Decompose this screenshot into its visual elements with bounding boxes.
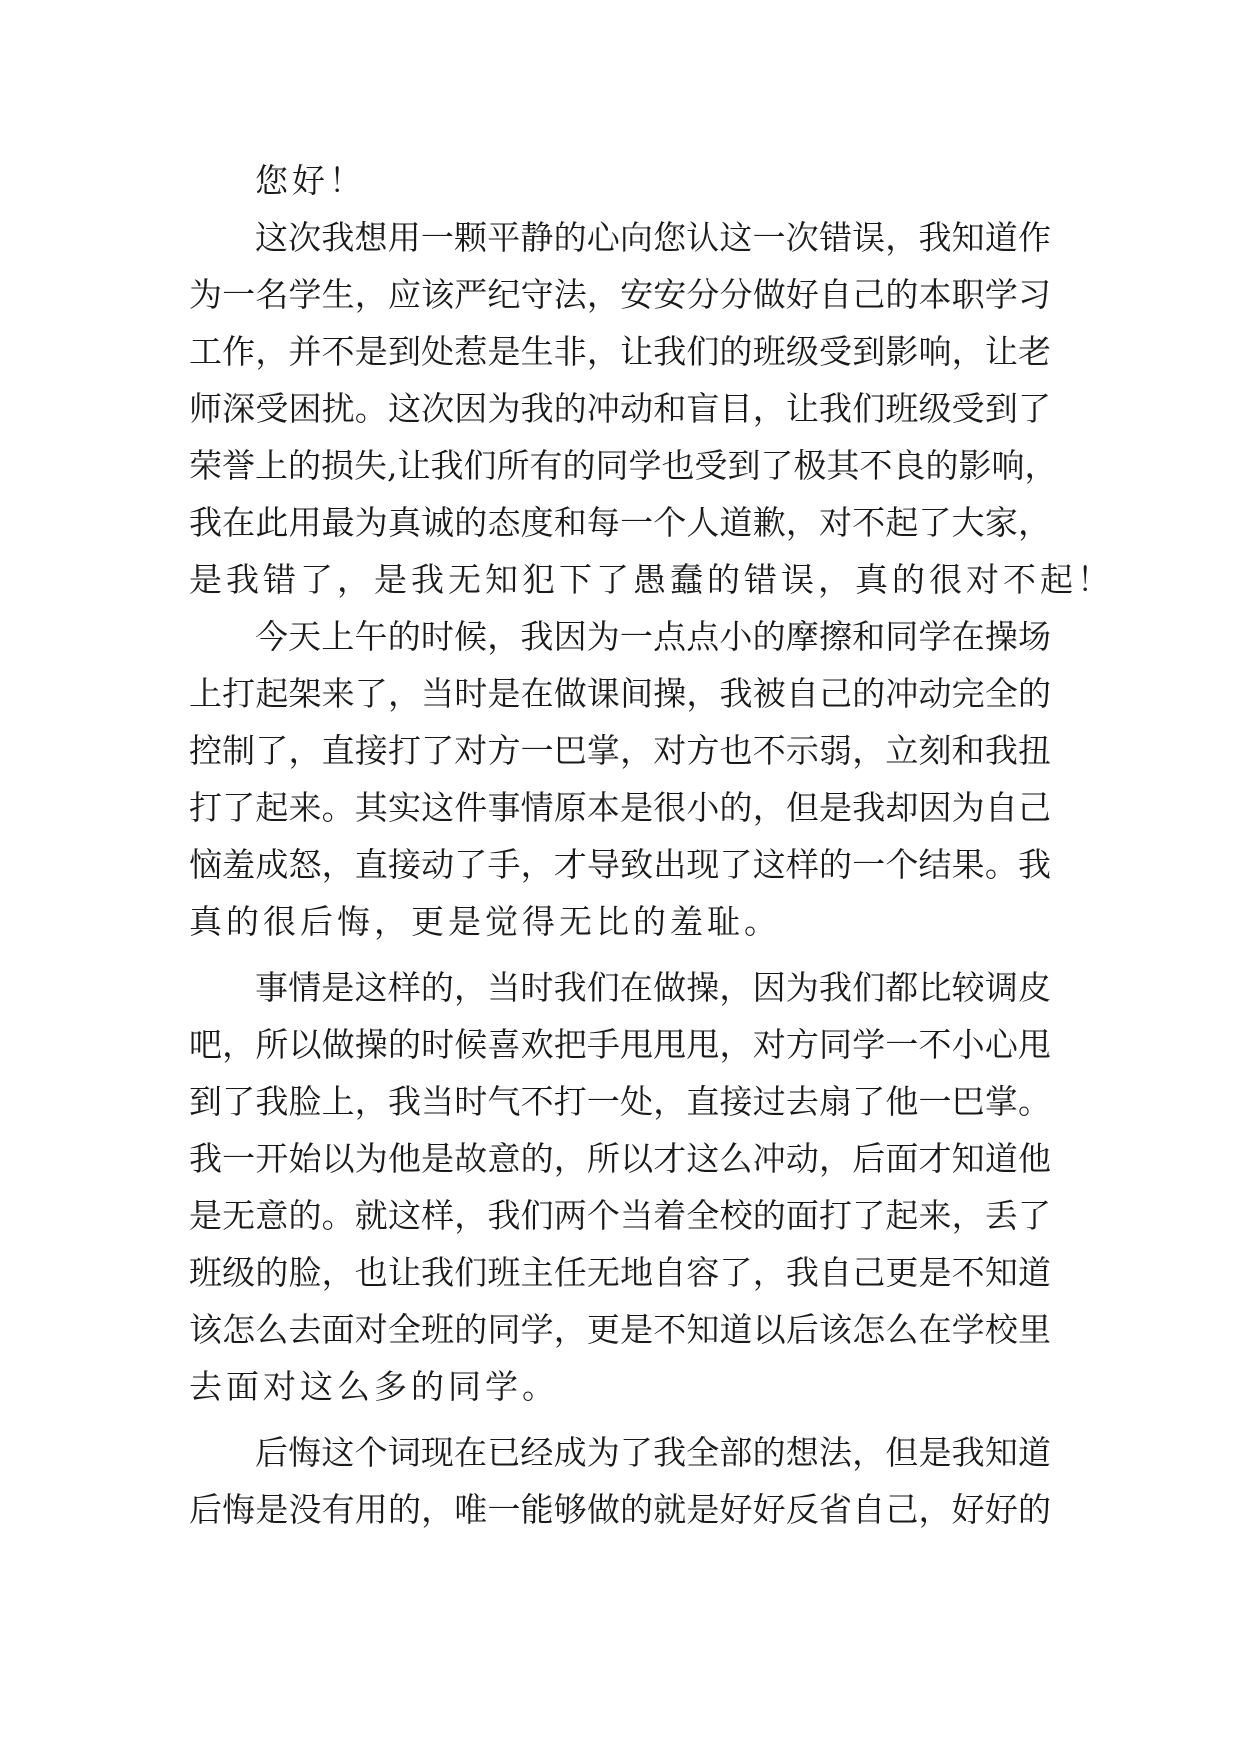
paragraph-line: 我在此用最为真诚的态度和每一个人道歉，对不起了大家， xyxy=(189,503,1051,542)
paragraph-line: 今天上午的时候，我因为一点点小的摩擦和同学在操场 xyxy=(255,617,1051,656)
paragraph-line: 打了起来。其实这件事情原本是很小的，但是我却因为自己 xyxy=(189,788,1051,827)
paragraph-line: 上打起架来了，当时是在做课间操，我被自己的冲动完全的 xyxy=(189,674,1051,713)
paragraph xyxy=(189,608,1051,950)
paragraph-line: 班级的脸，也让我们班主任无地自容了，我自己更是不知道 xyxy=(189,1253,1051,1292)
paragraph-line: 荣誉上的损失,让我们所有的同学也受到了极其不良的影响， xyxy=(189,446,1058,485)
paragraph-line: 这次我想用一颗平静的心向您认这一次错误，我知道作 xyxy=(255,218,1051,257)
paragraph-gap xyxy=(189,950,1051,959)
paragraph-line: 后悔是没有用的，唯一能够做的就是好好反省自己，好好的 xyxy=(189,1490,1051,1529)
paragraph-line: 我一开始以为他是故意的，所以才这么冲动，后面才知道他 xyxy=(189,1139,1051,1178)
paragraph xyxy=(189,209,1114,608)
paragraph-line: 控制了，直接打了对方一巴掌，对方也不示弱，立刻和我扭 xyxy=(189,731,1051,770)
paragraph-line: 吧，所以做操的时候喜欢把手甩甩甩，对方同学一不小心甩 xyxy=(189,1025,1051,1064)
paragraph-line: 真的很后悔，更是觉得无比的羞耻。 xyxy=(189,902,781,941)
paragraph xyxy=(189,959,1051,1415)
paragraph-line: 工作，并不是到处惹是生非，让我们的班级受到影响，让老 xyxy=(189,332,1051,371)
paragraph-line: 是我错了，是我无知犯下了愚蠢的错误，真的很对不起！ xyxy=(189,560,1114,599)
paragraph xyxy=(189,1424,1051,1538)
paragraph-line: 后悔这个词现在已经成为了我全部的想法，但是我知道 xyxy=(255,1433,1051,1472)
greeting: 您好！ xyxy=(255,161,366,200)
paragraph-line: 该怎么去面对全班的同学，更是不知道以后该怎么在学校里 xyxy=(189,1310,1051,1349)
paragraph-line: 去面对这么多的同学。 xyxy=(189,1367,559,1406)
paragraph-line: 师深受困扰。这次因为我的冲动和盲目，让我们班级受到了 xyxy=(189,389,1051,428)
paragraph-gap xyxy=(189,1415,1051,1424)
paragraph-line: 事情是这样的，当时我们在做操，因为我们都比较调皮 xyxy=(255,968,1051,1007)
paragraph-line: 到了我脸上，我当时气不打一处，直接过去扇了他一巴掌。 xyxy=(189,1082,1051,1121)
paragraph-line: 是无意的。就这样，我们两个当着全校的面打了起来，丢了 xyxy=(189,1196,1051,1235)
document-page xyxy=(189,152,1114,1538)
paragraph-line: 恼羞成怒，直接动了手，才导致出现了这样的一个结果。我 xyxy=(189,845,1051,884)
paragraph-line: 为一名学生，应该严纪守法，安安分分做好自己的本职学习 xyxy=(189,275,1051,314)
